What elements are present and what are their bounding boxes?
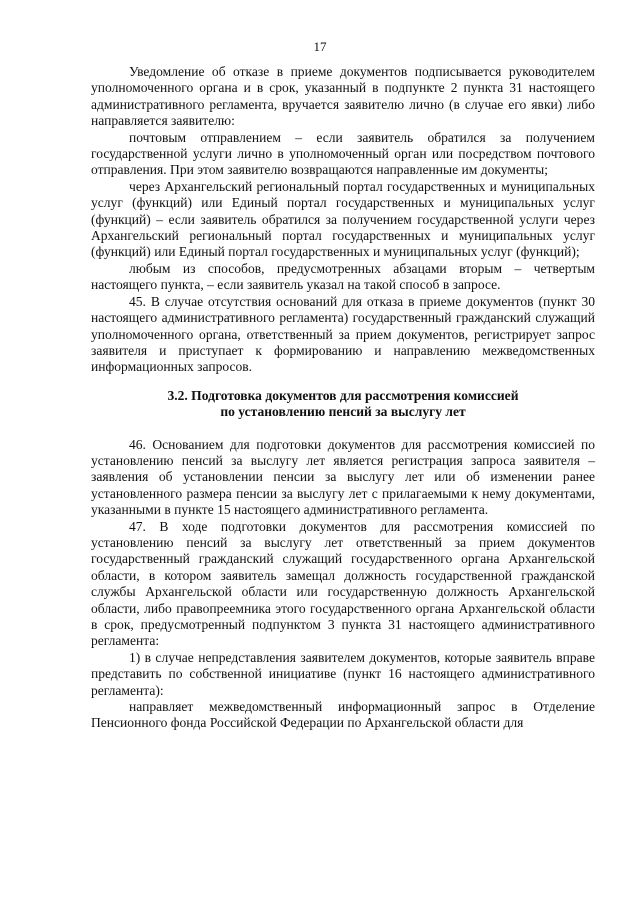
paragraph: 45. В случае отсутствия оснований для отказа в приеме документов (пункт 30 настоящего административного регламента) государственный гражданский служащий уполномоченного органа, ответственный за прием документов, регистрирует запрос заявителя и приступает к формированию и направлению межведомственных информационных запросов. <box>91 293 595 375</box>
paragraph: 46. Основанием для подготовки документов для рассмотрения комиссией по установлению пенсий за выслугу лет является регистрация запроса заявителя – заявления об установлении пенсии за выслугу лет или об изменении ранее установленного размера пенсии за выслугу лет с прилагаемыми к нему документами, указанными в пункте 15 настоящего административного регламента. <box>91 436 595 518</box>
paragraph: почтовым отправлением – если заявитель обратился за получением государственной услуги лично в уполномоченный орган или посредством почтового отправления. При этом заявителю возвращаются направленные им документы; <box>91 129 595 178</box>
paragraph: направляет межведомственный информационный запрос в Отделение Пенсионного фонда Российской Федерации по Архангельской области для <box>91 699 595 731</box>
document-body <box>91 64 595 732</box>
paragraph: 47. В ходе подготовки документов для рассмотрения комиссией по установлению пенсий за выслугу лет ответственный за прием документов государственный гражданский служащий государственного органа Архангельской области, в котором заявитель замещал должность государственной гражданской службы Архангельской области или государственную должность Архангельской области, либо правопреемника этого государственного органа Архангельской области в срок, предусмотренный подпунктом 3 пункта 31 настоящего административного регламента: <box>91 518 595 649</box>
section-heading <box>91 388 595 421</box>
paragraph: Уведомление об отказе в приеме документов подписывается руководителем уполномоченного органа и в срок, указанный в подпункте 2 пункта 31 настоящего административного регламента, вручается заявителю лично (в случае его явки) либо направляется заявителю: <box>91 64 595 129</box>
paragraph: 1) в случае непредставления заявителем документов, которые заявитель вправе представить по собственной инициативе (пункт 16 настоящего административного регламента): <box>91 649 595 698</box>
page-number: 17 <box>313 39 327 54</box>
section-heading-line-1: 3.2. Подготовка документов для рассмотрения комиссией <box>167 387 519 403</box>
paragraph: любым из способов, предусмотренных абзацами вторым – четвертым настоящего пункта, – если заявитель указал на такой способ в запросе. <box>91 260 595 293</box>
section-heading-line-2: по установлению пенсий за выслугу лет <box>220 404 466 420</box>
paragraph: через Архангельский региональный портал государственных и муниципальных услуг (функций) или Единый портал государственных и муниципальных услуг (функций) – если заявитель обратился за получением государственной услуги через Архангельский региональный портал государственных и муниципальных услуг (функций) или Единый портал государственных и муниципальных услуг (функций); <box>91 178 595 260</box>
